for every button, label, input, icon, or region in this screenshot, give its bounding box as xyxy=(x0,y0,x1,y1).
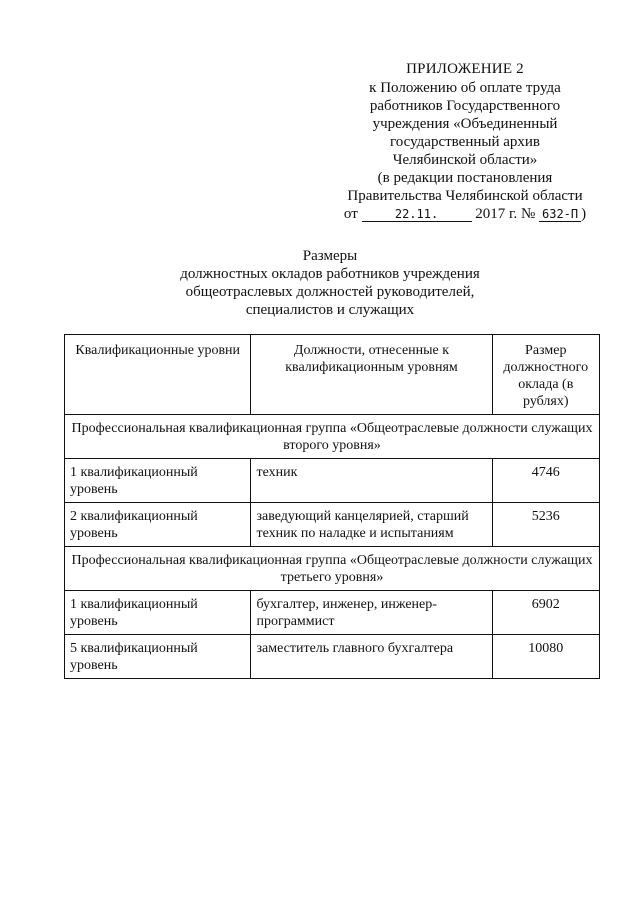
salary-table xyxy=(64,334,600,679)
header-positions: Должности, отнесенные к квалификационным уровням xyxy=(251,335,492,415)
table-header-row xyxy=(65,335,600,415)
position-cell: заместитель главного бухгалтера xyxy=(251,635,492,679)
group-row xyxy=(65,547,600,591)
appendix-line: к Положению об оплате труда xyxy=(369,80,561,96)
appendix-line: учреждения «Объединенный xyxy=(372,116,558,132)
position-cell: техник xyxy=(251,459,492,503)
title-line: должностных окладов работников учреждения xyxy=(180,266,480,282)
level-cell: 5 квалификационный уровень xyxy=(65,635,251,679)
title-line: общеотраслевых должностей руководителей, xyxy=(185,284,475,300)
salary-cell: 4746 xyxy=(492,459,599,503)
level-cell: 1 квалификационный уровень xyxy=(65,591,251,635)
resolution-date-line xyxy=(330,205,600,223)
title-line: специалистов и служащих xyxy=(245,302,415,318)
table-row xyxy=(65,459,600,503)
appendix-line: Челябинской области» xyxy=(392,152,538,168)
document-title xyxy=(100,247,560,319)
salary-cell: 10080 xyxy=(492,635,599,679)
table-row xyxy=(65,591,600,635)
header-salary: Размер должностного оклада (в рублях) xyxy=(492,335,599,415)
title-line: Размеры xyxy=(302,248,358,264)
appendix-block xyxy=(330,60,600,223)
group-title: Профессиональная квалификационная группа «Общеотраслевые должности служащих второго уровня» xyxy=(65,415,600,459)
salary-cell: 5236 xyxy=(492,503,599,547)
level-cell: 1 квалификационный уровень xyxy=(65,459,251,503)
resolution-number: 632-П xyxy=(539,207,581,222)
appendix-heading: ПРИЛОЖЕНИЕ 2 xyxy=(406,61,524,77)
appendix-line: (в редакции постановления xyxy=(377,170,553,186)
salary-cell: 6902 xyxy=(492,591,599,635)
appendix-line: работников Государственного xyxy=(369,98,561,114)
closing-paren: ) xyxy=(581,206,587,222)
header-levels: Квалификационные уровни xyxy=(65,335,251,415)
date-prefix: от xyxy=(343,206,358,222)
group-row xyxy=(65,415,600,459)
table-row xyxy=(65,635,600,679)
level-cell: 2 квалификационный уровень xyxy=(65,503,251,547)
appendix-line: Правительства Челябинской области xyxy=(347,188,583,204)
year-text: 2017 г. № xyxy=(475,206,536,222)
group-title: Профессиональная квалификационная группа «Общеотраслевые должности служащих третьего уровня» xyxy=(65,547,600,591)
table-row xyxy=(65,503,600,547)
position-cell: заведующий канцелярией, старший техник по наладке и испытаниям xyxy=(251,503,492,547)
position-cell: бухгалтер, инженер, инженер-программист xyxy=(251,591,492,635)
appendix-line: государственный архив xyxy=(390,134,540,150)
resolution-date: 22.11. xyxy=(362,207,472,222)
